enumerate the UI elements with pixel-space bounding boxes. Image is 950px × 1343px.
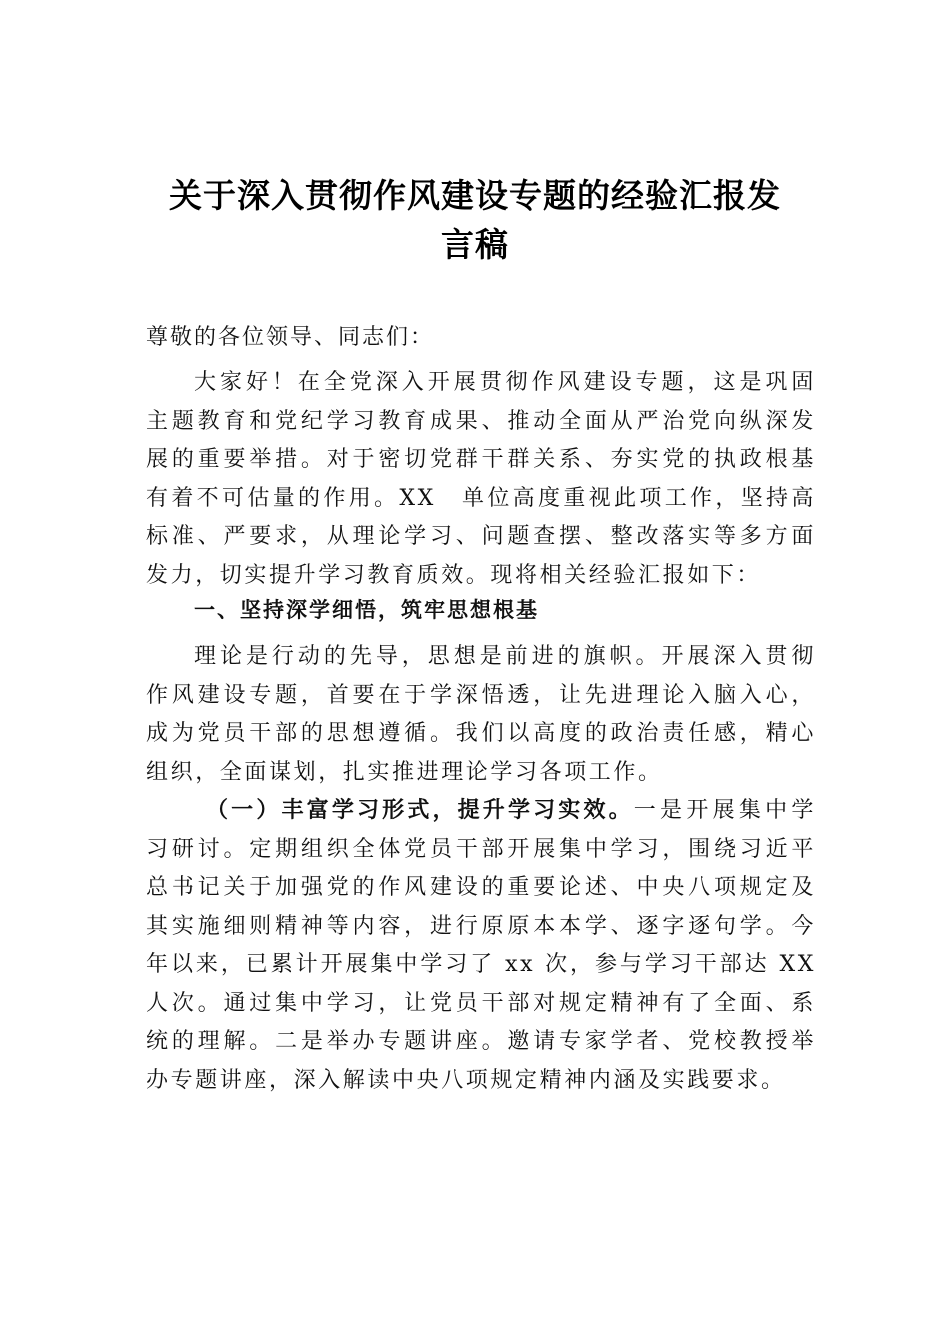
paragraph-line: 大家好！在全党深入开展贯彻作风建设专题，这是巩固 bbox=[194, 370, 816, 395]
document-title-line-1: 关于深入贯彻作风建设专题的经验汇报发 bbox=[169, 176, 781, 215]
paragraph-line: 理论是行动的先导，思想是前进的旗帜。开展深入贯彻 bbox=[194, 644, 816, 669]
subsection-text-start: 一是开展集中学 bbox=[633, 798, 816, 823]
paragraph-line: 展的重要举措。对于密切党群干群关系、夯实党的执政根基 bbox=[146, 447, 816, 472]
paragraph-line: 年以来，已累计开展集中学习了 xx 次，参与学习干部达 XX bbox=[146, 952, 816, 977]
paragraph-line: 人次。通过集中学习，让党员干部对规定精神有了全面、系 bbox=[146, 990, 816, 1016]
paragraph-line bbox=[146, 792, 816, 831]
section-heading-1: 一、坚持深学细悟，筑牢思想根基 bbox=[194, 598, 539, 622]
paragraph-line: 发力，切实提升学习教育质效。现将相关经验汇报如下： bbox=[146, 562, 762, 588]
paragraph-line: 作风建设专题，首要在于学深悟透，让先进理论入脑入心， bbox=[146, 682, 816, 708]
paragraph-line: 成为党员干部的思想遵循。我们以高度的政治责任感，精心 bbox=[146, 721, 816, 746]
subsection-heading-1: （一）丰富学习形式，提升学习实效。 bbox=[206, 798, 634, 823]
salutation: 尊敬的各位领导、同志们： bbox=[146, 325, 435, 350]
paragraph-line: 总书记关于加强党的作风建设的重要论述、中央八项规定及 bbox=[146, 875, 816, 900]
paragraph-theory bbox=[146, 638, 816, 792]
paragraph-intro bbox=[146, 364, 816, 595]
paragraph-line: 组织，全面谋划，扎实推进理论学习各项工作。 bbox=[146, 759, 663, 785]
paragraph-line: 有着不可估量的作用。XX 单位高度重视此项工作，坚持高 bbox=[146, 485, 816, 511]
paragraph-subsection-1 bbox=[146, 792, 816, 1100]
paragraph-line: 习研讨。定期组织全体党员干部开展集中学习，围绕习近平 bbox=[146, 836, 816, 862]
paragraph-line: 标准、严要求，从理论学习、问题查摆、整改落实等多方面 bbox=[146, 524, 816, 549]
paragraph-line: 办专题讲座，深入解读中央八项规定精神内涵及实践要求。 bbox=[146, 1067, 786, 1093]
paragraph-line: 其实施细则精神等内容，进行原原本本学、逐字逐句学。今 bbox=[146, 913, 816, 939]
paragraph-line: 统的理解。二是举办专题讲座。邀请专家学者、党校教授举 bbox=[146, 1029, 816, 1054]
paragraph-line: 主题教育和党纪学习教育成果、推动全面从严治党向纵深发 bbox=[146, 408, 816, 434]
document-title-line-2: 言稿 bbox=[441, 225, 509, 264]
